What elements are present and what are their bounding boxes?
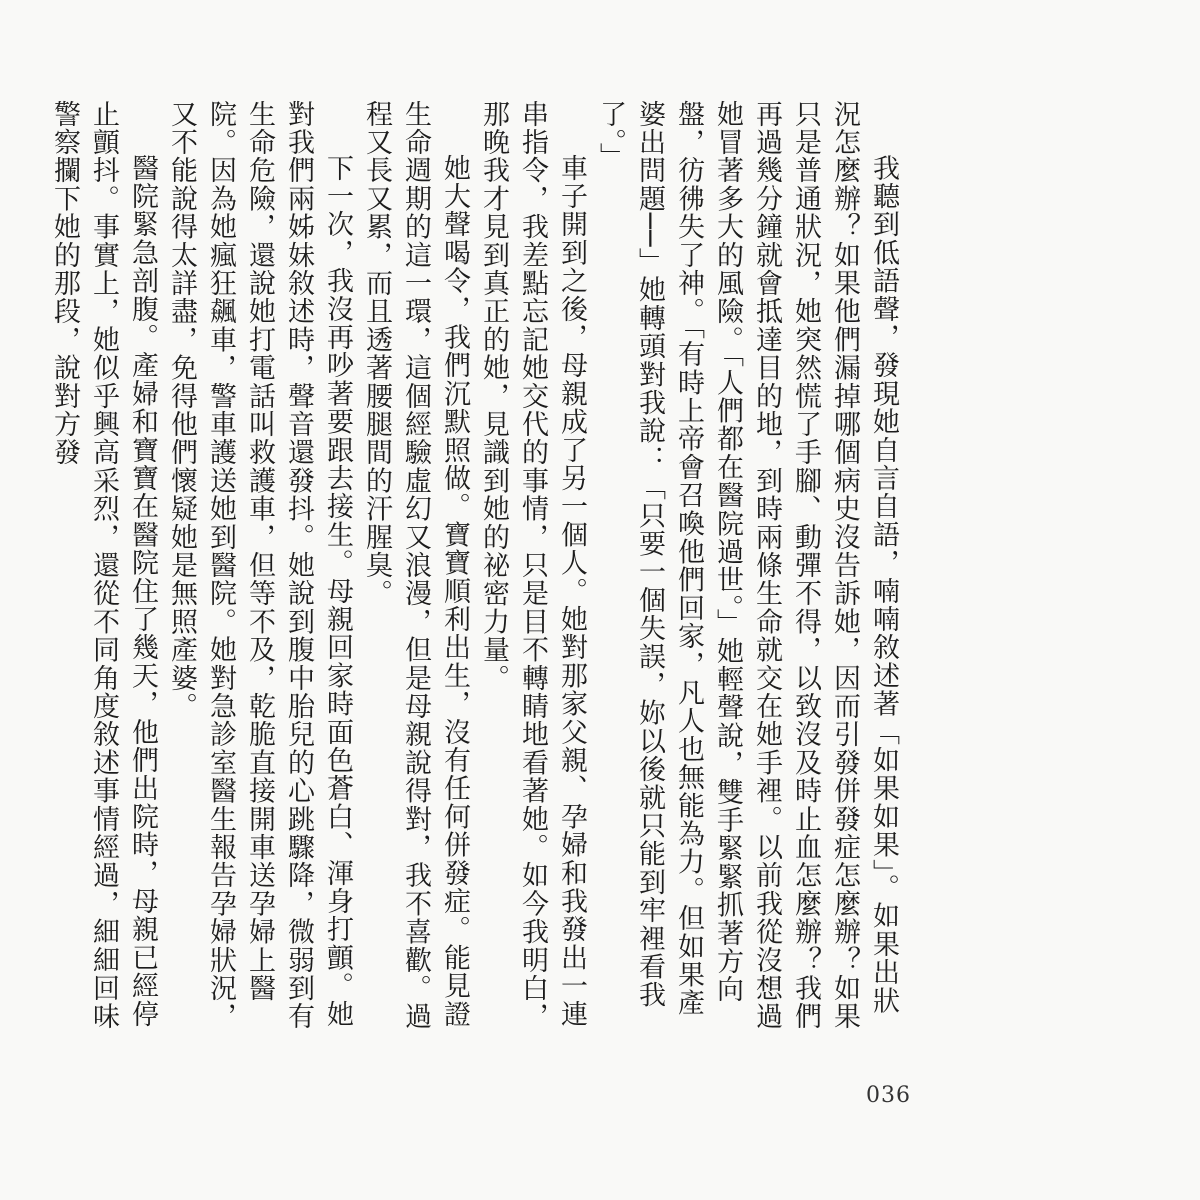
paragraph-5: 醫院緊急剖腹。產婦和寶寶在醫院住了幾天，他們出院時，母親已經停止顫抖。事實上，她似乎興高采烈，還從不同角度敘述事情經過，細細回味警察攔下她的那段，說對方發 <box>49 100 158 1031</box>
paragraph-3: 她大聲喝令，我們沉默照做。寶寶順利出生，沒有任何併發症。能見證生命週期的這一環，這個經驗虛幻又浪漫，但是母親說得對，我不喜歡。過程又長又累，而且透著腰腿間的汗腥臭。 <box>361 100 470 1031</box>
paragraph-2: 車子開到之後，母親成了另一個人。她對那家父親、孕婦和我發出一連串指令，我差點忘記她交代的事情，只是目不轉睛地看著她。如今我明白，那晚我才見到真正的她，見識到她的祕密力量。 <box>478 100 587 1031</box>
vertical-text-body <box>49 100 903 1040</box>
paragraph-1: 我聽到低語聲，發現她自言自語，喃喃敘述著「如果如果」。如果出狀況怎麼辦？如果他們漏掉哪個病史沒告訴她，因而引發併發症怎麼辦？如果只是普通狀況，她突然慌了手腳、動彈不得，以致沒及時止血怎麼辦？我們再過幾分鐘就會抵達目的地，到時兩條生命就交在她手裡。以前我從沒想過她冒著多大的風險。「人們都在醫院過世。」她輕聲說，雙手緊緊抓著方向盤，彷彿失了神。「有時上帝會召喚他們回家，凡人也無能為力。但如果產婆出問題──」她轉頭對我說：「只要一個失誤，妳以後就只能到牢裡看我了。」 <box>595 100 899 1031</box>
page-number: 036 <box>866 1083 911 1108</box>
paragraph-4: 下一次，我沒再吵著要跟去接生。母親回家時面色蒼白、渾身打顫。她對我們兩姊妹敘述時，聲音還發抖。她說到腹中胎兒的心跳驟降，微弱到有生命危險，還說她打電話叫救護車，但等不及，乾脆直接開車送孕婦上醫院。因為她瘋狂飆車，警車護送她到醫院。她對急診室醫生報告孕婦狀況，又不能說得太詳盡，免得他們懷疑她是無照產婆。 <box>166 100 353 1031</box>
